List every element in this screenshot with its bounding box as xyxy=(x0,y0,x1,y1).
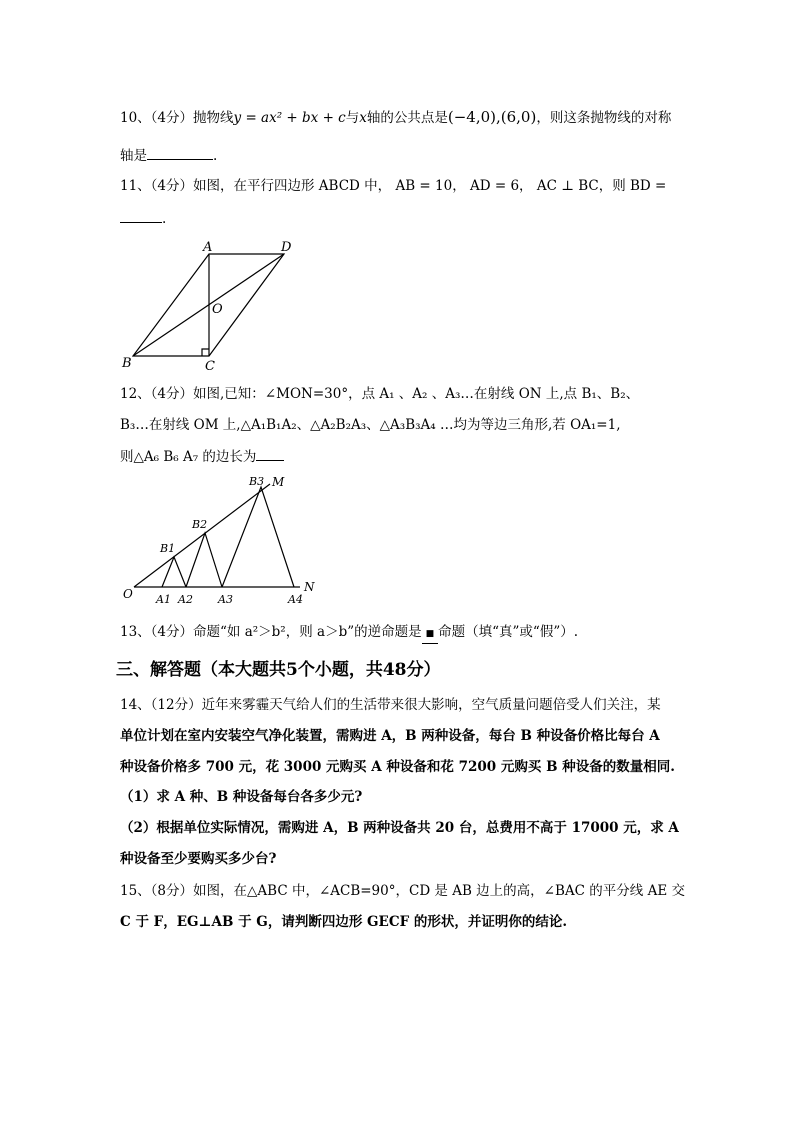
q13-mark: ■ xyxy=(425,629,435,639)
q11-line2 xyxy=(120,208,166,228)
q14-sub2 xyxy=(120,819,679,837)
q14-line1-text: 14、（12分）近年来雾霾天气给人们的生活带来很大影响，空气质量问题倍受人们关注，某 xyxy=(120,697,661,713)
q11-text: 11、（4分）如图，在平行四边形 ABCD 中， AB = 10， AD = 6， AC ⊥ BC，则 BD = xyxy=(120,178,667,194)
q10-line2-end: . xyxy=(213,148,218,164)
q11-line1 xyxy=(120,177,666,195)
q10-mid2: 轴的公共点是 xyxy=(366,110,448,126)
q14-sub1-text: （1）求 A 种、B 种设备每台各多少元? xyxy=(120,789,363,805)
q13-text-a: 13、（4分）命题“如 a²＞b²，则 a＞b”的逆命题是 xyxy=(120,624,422,640)
q12-label-a1: A1 xyxy=(156,593,171,606)
q12-line1-text: 12、（4分）如图,已知：∠MON=30°，点 A₁ 、A₂ 、A₃…在射线 ON 上,点 B₁、B₂、 xyxy=(120,386,640,402)
q12-label-n: N xyxy=(304,580,315,594)
q10-formula: y = ax² + bx + c xyxy=(233,110,346,126)
q10-points: (−4,0),(6,0) xyxy=(447,108,537,126)
q11-line2-end: . xyxy=(162,211,167,227)
q10-line2 xyxy=(120,145,217,165)
q11-label-a: A xyxy=(203,240,213,255)
q12-line2-text: B₃…在射线 OM 上,△A₁B₁A₂、△A₂B₂A₃、△A₃B₃A₄ …均为等边三角形,若 OA₁=1, xyxy=(120,417,621,433)
q12-label-o: O xyxy=(123,587,133,601)
q12-line2 xyxy=(120,416,621,434)
q12-label-b1: B1 xyxy=(160,542,176,555)
q11-diagonal-bd xyxy=(133,254,284,356)
q11-parallelogram xyxy=(133,254,284,356)
q12-triangle-3 xyxy=(222,487,294,587)
q13-text-b: 命题（填“真”或“假”）. xyxy=(438,624,579,640)
q12-label-b2: B2 xyxy=(192,518,208,531)
q11-right-angle-mark xyxy=(202,349,209,356)
q10-axis-var: x xyxy=(359,110,367,126)
q14-line3 xyxy=(120,758,675,776)
q10-prefix: 10、（4分）抛物线 xyxy=(120,110,234,126)
q14-line1 xyxy=(120,696,661,714)
q12-triangle-1 xyxy=(162,557,186,587)
q12-label-a2: A2 xyxy=(178,593,193,606)
q14-line3-text: 种设备价格多 700 元，花 3000 元购买 A 种设备和花 7200 元购买 B 种设备的数量相同. xyxy=(120,759,675,775)
q13-line xyxy=(120,623,578,644)
q14-sub2-line2 xyxy=(120,850,276,868)
q14-line2-text: 单位计划在室内安装空气净化装置，需购进 A，B 两种设备，每台 B 种设备价格比每台 A xyxy=(120,728,660,744)
q15-line2-text: C 于 F，EG⊥AB 于 G，请判断四边形 GECF 的形状，并证明你的结论. xyxy=(120,914,568,930)
q12-line1 xyxy=(120,385,639,403)
q12-triangle-2 xyxy=(186,533,222,587)
q13-answer-blank xyxy=(422,623,439,644)
q14-sub2-line2-text: 种设备至少要购买多少台? xyxy=(120,851,277,867)
q10-mid: 与 xyxy=(345,110,360,126)
q14-sub1 xyxy=(120,788,362,806)
q12-line3 xyxy=(120,446,284,466)
q11-answer-blank xyxy=(120,208,162,223)
q15-line1 xyxy=(120,882,685,900)
q15-line2 xyxy=(120,913,567,931)
q11-label-d: D xyxy=(281,240,292,255)
q11-label-c: C xyxy=(205,359,215,374)
q14-sub2-text: （2）根据单位实际情况，需购进 A，B 两种设备共 20 台，总费用不高于 17000 元，求 A xyxy=(120,820,679,836)
q12-line3-text: 则△A₆ B₆ A₇ 的边长为 xyxy=(120,449,257,465)
q12-label-m: M xyxy=(272,475,285,489)
q11-label-b: B xyxy=(122,356,132,371)
q11-label-o: O xyxy=(212,302,223,317)
q10-line1 xyxy=(120,108,671,127)
q10-answer-blank xyxy=(147,145,213,160)
q12-label-a3: A3 xyxy=(218,593,233,606)
q12-ray-om xyxy=(134,484,270,587)
q12-answer-blank xyxy=(256,446,284,461)
q10-line2-text: 轴是 xyxy=(120,148,147,164)
q15-line1-text: 15、（8分）如图，在△ABC 中，∠ACB=90°，CD 是 AB 边上的高，∠BAC 的平分线 AE 交 xyxy=(120,883,685,899)
q14-line2 xyxy=(120,727,660,745)
q12-label-a4: A4 xyxy=(288,593,303,606)
q10-suffix: ，则这条抛物线的对称 xyxy=(536,110,672,126)
section-3-heading: 三、解答题（本大题共5个小题，共48分） xyxy=(116,660,441,680)
q12-label-b3: B3 xyxy=(249,475,265,488)
